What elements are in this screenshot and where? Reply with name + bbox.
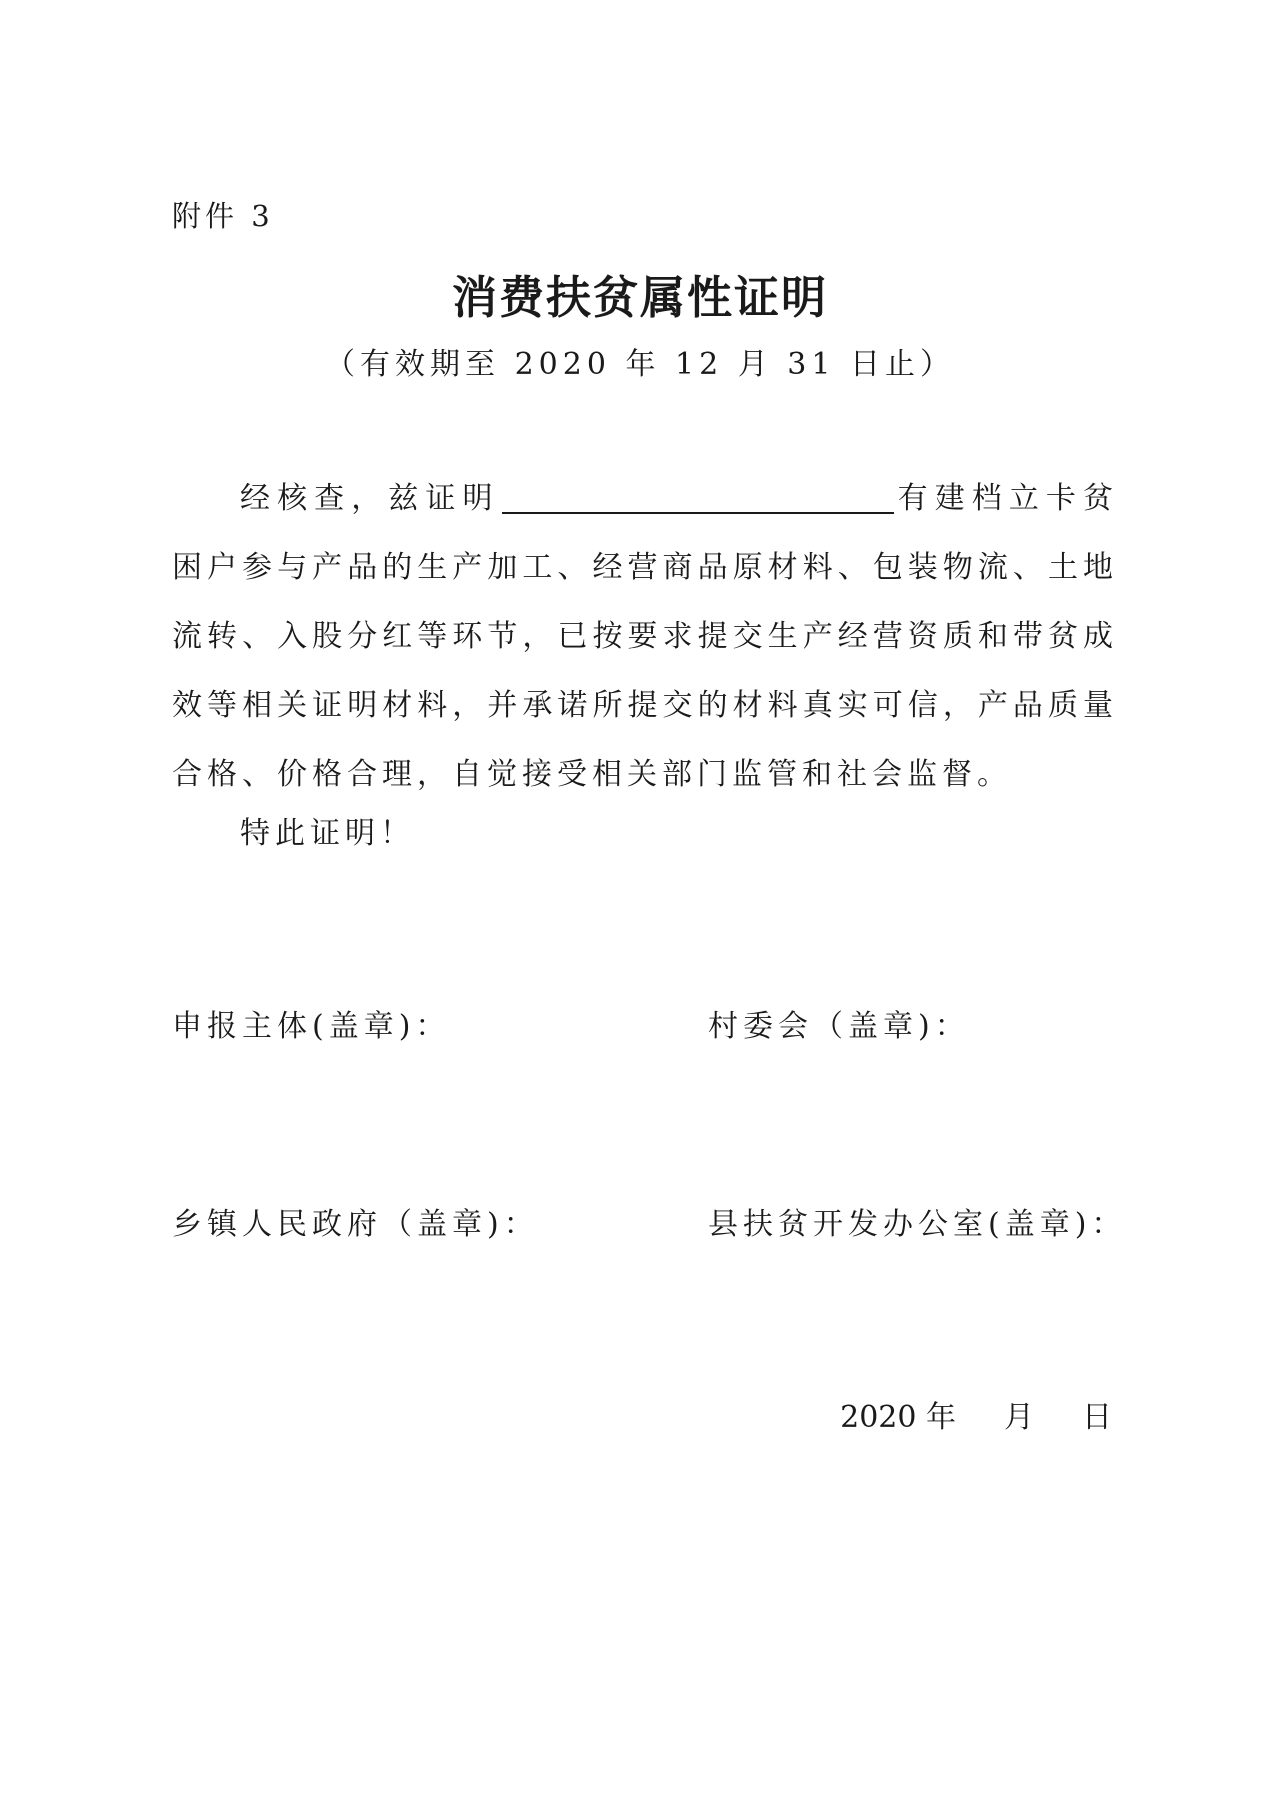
document-title: 消费扶贫属性证明	[451, 271, 828, 324]
attachment-label: 附件 3	[172, 199, 274, 233]
signature-township-government: 乡镇人民政府（盖章)：	[172, 1207, 539, 1242]
closing-statement: 特此证明！	[240, 816, 415, 851]
date-year: 2020 年	[840, 1400, 956, 1435]
date-month: 月	[1004, 1400, 1034, 1435]
fill-in-blank	[502, 482, 894, 514]
validity-period: （有效期至 2020 年 12 月 31 日止）	[325, 347, 955, 382]
body-rest: 有建档立卡贫困户参与产品的生产加工、经营商品原材料、包装物流、土地流转、入股分红等环节，已按要求提交生产经营资质和带贫成效等相关证明材料，并承诺所提交的材料真实可信，产品质量合格、价格合理，自觉接受相关部门监管和社会监督。	[172, 481, 1119, 792]
date-line	[840, 1396, 1112, 1440]
body-lead: 经核查，兹证明	[240, 481, 500, 516]
signature-applicant: 申报主体(盖章)：	[172, 1009, 451, 1044]
certificate-body	[172, 464, 1118, 809]
date-day: 日	[1082, 1400, 1112, 1435]
signature-county-office: 县扶贫开发办公室(盖章)：	[708, 1207, 1127, 1242]
signature-village-committee: 村委会（盖章)：	[708, 1009, 970, 1044]
